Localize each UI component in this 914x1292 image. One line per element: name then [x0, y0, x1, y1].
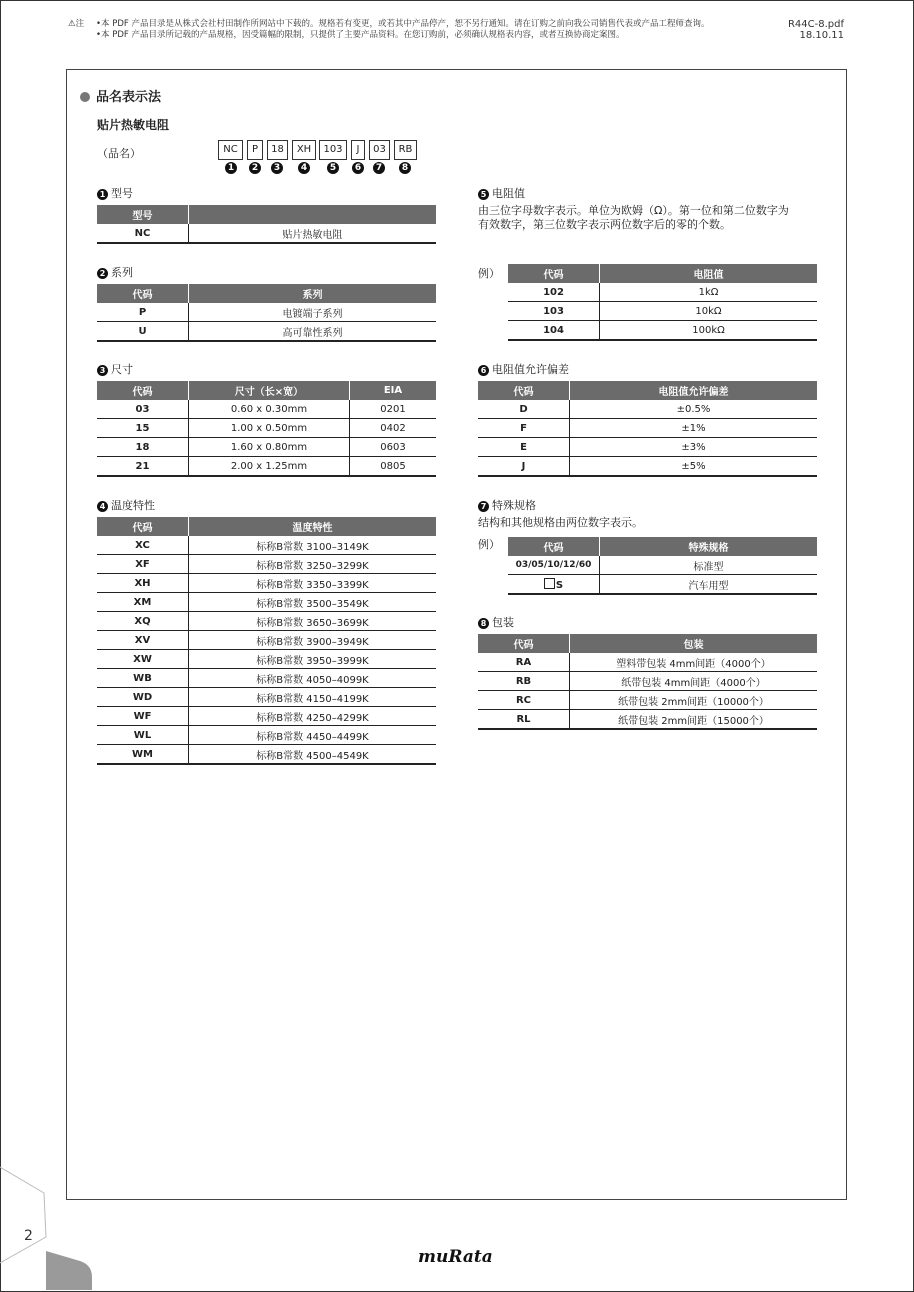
table-row: WM 标称B常数 4500–4549K: [97, 745, 436, 765]
pn-number-7: 7: [373, 162, 385, 174]
table-header: 代码: [478, 634, 570, 653]
notice-line-2: •本 PDF 产品目录所记载的产品规格，因受篇幅的限制，只提供了主要产品资料。在您订购前，必须确认规格表内容，或者互换协商定案图。: [96, 30, 625, 40]
table-row: XQ 标称B常数 3650–3699K: [97, 612, 436, 631]
section-8-title: 8 包装: [478, 614, 514, 630]
pn-segment-2: P: [247, 140, 263, 160]
table-header: 代码: [97, 381, 189, 400]
table-row: 102 1kΩ: [508, 283, 817, 302]
table-header: 特殊规格: [600, 537, 818, 556]
placeholder-box-icon: [544, 578, 555, 589]
page-title: 品名表示法: [80, 86, 161, 105]
doc-date: 18.10.11: [799, 30, 844, 41]
pn-segment-3: 18: [267, 140, 288, 160]
table-row: XC 标称B常数 3100–3149K: [97, 536, 436, 555]
pn-segment-1: NC: [218, 140, 243, 160]
pn-number-1: 1: [225, 162, 237, 174]
table-row: 03 0.60 x 0.30mm 0201: [97, 400, 436, 419]
table-row: RL 纸带包装 2mm间距（15000个）: [478, 710, 817, 730]
resistance-table: [508, 264, 817, 341]
section-2-title: 2 系列: [97, 264, 133, 280]
table-row: 15 1.00 x 0.50mm 0402: [97, 419, 436, 438]
table-row: S 汽车用型: [508, 575, 817, 595]
page-subtitle: 贴片热敏电阻: [97, 118, 170, 132]
table-row: WL 标称B常数 4450–4499K: [97, 726, 436, 745]
section-5-title: 5 电阻值: [478, 185, 525, 201]
table-header: 代码: [508, 537, 600, 556]
section-7-title: 7 特殊规格: [478, 497, 536, 513]
pn-segment-5: 103: [319, 140, 347, 160]
pn-segment-6: J: [351, 140, 365, 160]
table-row: XF 标称B常数 3250–3299K: [97, 555, 436, 574]
table-header: EIA: [350, 381, 437, 400]
table-row: 103 10kΩ: [508, 302, 817, 321]
table-row: XW 标称B常数 3950–3999K: [97, 650, 436, 669]
tolerance-table: [478, 381, 817, 477]
table-row: XM 标称B常数 3500–3549K: [97, 593, 436, 612]
table-row: XV 标称B常数 3900–3949K: [97, 631, 436, 650]
table-header: 代码: [97, 517, 189, 536]
table-header: 电阻值: [600, 264, 818, 283]
table-row: F ±1%: [478, 419, 817, 438]
size-table: [97, 381, 436, 477]
table-row: J ±5%: [478, 457, 817, 477]
pn-segment-4: XH: [292, 140, 316, 160]
doc-reference: [788, 19, 844, 41]
table-row: WD 标称B常数 4150–4199K: [97, 688, 436, 707]
table-row: WF 标称B常数 4250–4299K: [97, 707, 436, 726]
table-row: 03/05/10/12/60 标准型: [508, 556, 817, 575]
series-table: [97, 284, 436, 342]
table-row: RA 塑料带包装 4mm间距（4000个）: [478, 653, 817, 672]
table-row: XH 标称B常数 3350–3399K: [97, 574, 436, 593]
table-row: E ±3%: [478, 438, 817, 457]
table-header: 系列: [189, 284, 437, 303]
notice-line-1: •本 PDF 产品目录是从株式会社村田制作所网站中下载的。规格若有变更，或若其中产品停产，恕不另行通知。请在订购之前向我公司销售代表或产品工程师查询。: [96, 19, 710, 29]
bullet-icon: [80, 92, 90, 102]
section-1-title: 1 型号: [97, 185, 133, 201]
model-table: [97, 205, 436, 244]
murata-logo: muRata: [418, 1247, 493, 1267]
table-row: WB 标称B常数 4050–4099K: [97, 669, 436, 688]
table-header: 代码: [508, 264, 600, 283]
table-header: 温度特性: [189, 517, 437, 536]
pn-number-3: 3: [271, 162, 283, 174]
example-label: 例）: [478, 538, 500, 551]
section-3-title: 3 尺寸: [97, 361, 133, 377]
table-row: 104 100kΩ: [508, 321, 817, 341]
table-row: D ±0.5%: [478, 400, 817, 419]
pn-number-4: 4: [298, 162, 310, 174]
table-header: [189, 205, 437, 224]
table-row: NC 贴片热敏电阻: [97, 224, 436, 243]
packaging-table: [478, 634, 817, 730]
table-row: RB 纸带包装 4mm间距（4000个）: [478, 672, 817, 691]
table-header: 包装: [570, 634, 818, 653]
section-6-title: 6 电阻值允许偏差: [478, 361, 569, 377]
table-header: 电阻值允许偏差: [570, 381, 818, 400]
pn-number-2: 2: [249, 162, 261, 174]
resistance-description: 由三位字母数字表示。单位为欧姆（Ω）。第一位和第二位数字为 有效数字，第三位数字表示两位数字后的零的个数。: [478, 204, 789, 231]
table-row: RC 纸带包装 2mm间距（10000个）: [478, 691, 817, 710]
pn-number-6: 6: [352, 162, 364, 174]
table-header: 代码: [478, 381, 570, 400]
doc-id: R44C-8.pdf: [787, 19, 844, 30]
table-row: 21 2.00 x 1.25mm 0805: [97, 457, 436, 477]
table-header: 代码: [97, 284, 189, 303]
pn-segment-7: 03: [369, 140, 390, 160]
table-row: U 高可靠性系列: [97, 322, 436, 342]
pn-segment-8: RB: [394, 140, 417, 160]
part-number-label: （品名）: [97, 147, 141, 160]
table-header: 尺寸（长×宽）: [189, 381, 350, 400]
page-corner-tab-icon: [0, 1165, 100, 1290]
page-number: 2: [24, 1228, 33, 1244]
table-row: P 电镀端子系列: [97, 303, 436, 322]
special-table: [508, 537, 817, 595]
temperature-table: [97, 517, 436, 765]
table-row: 18 1.60 x 0.80mm 0603: [97, 438, 436, 457]
warning-icon: ⚠注: [68, 19, 85, 29]
example-label: 例）: [478, 267, 500, 280]
section-4-title: 4 温度特性: [97, 497, 155, 513]
table-header: 型号: [97, 205, 189, 224]
pn-number-5: 5: [327, 162, 339, 174]
special-description: 结构和其他规格由两位数字表示。: [478, 516, 643, 529]
pn-number-8: 8: [399, 162, 411, 174]
